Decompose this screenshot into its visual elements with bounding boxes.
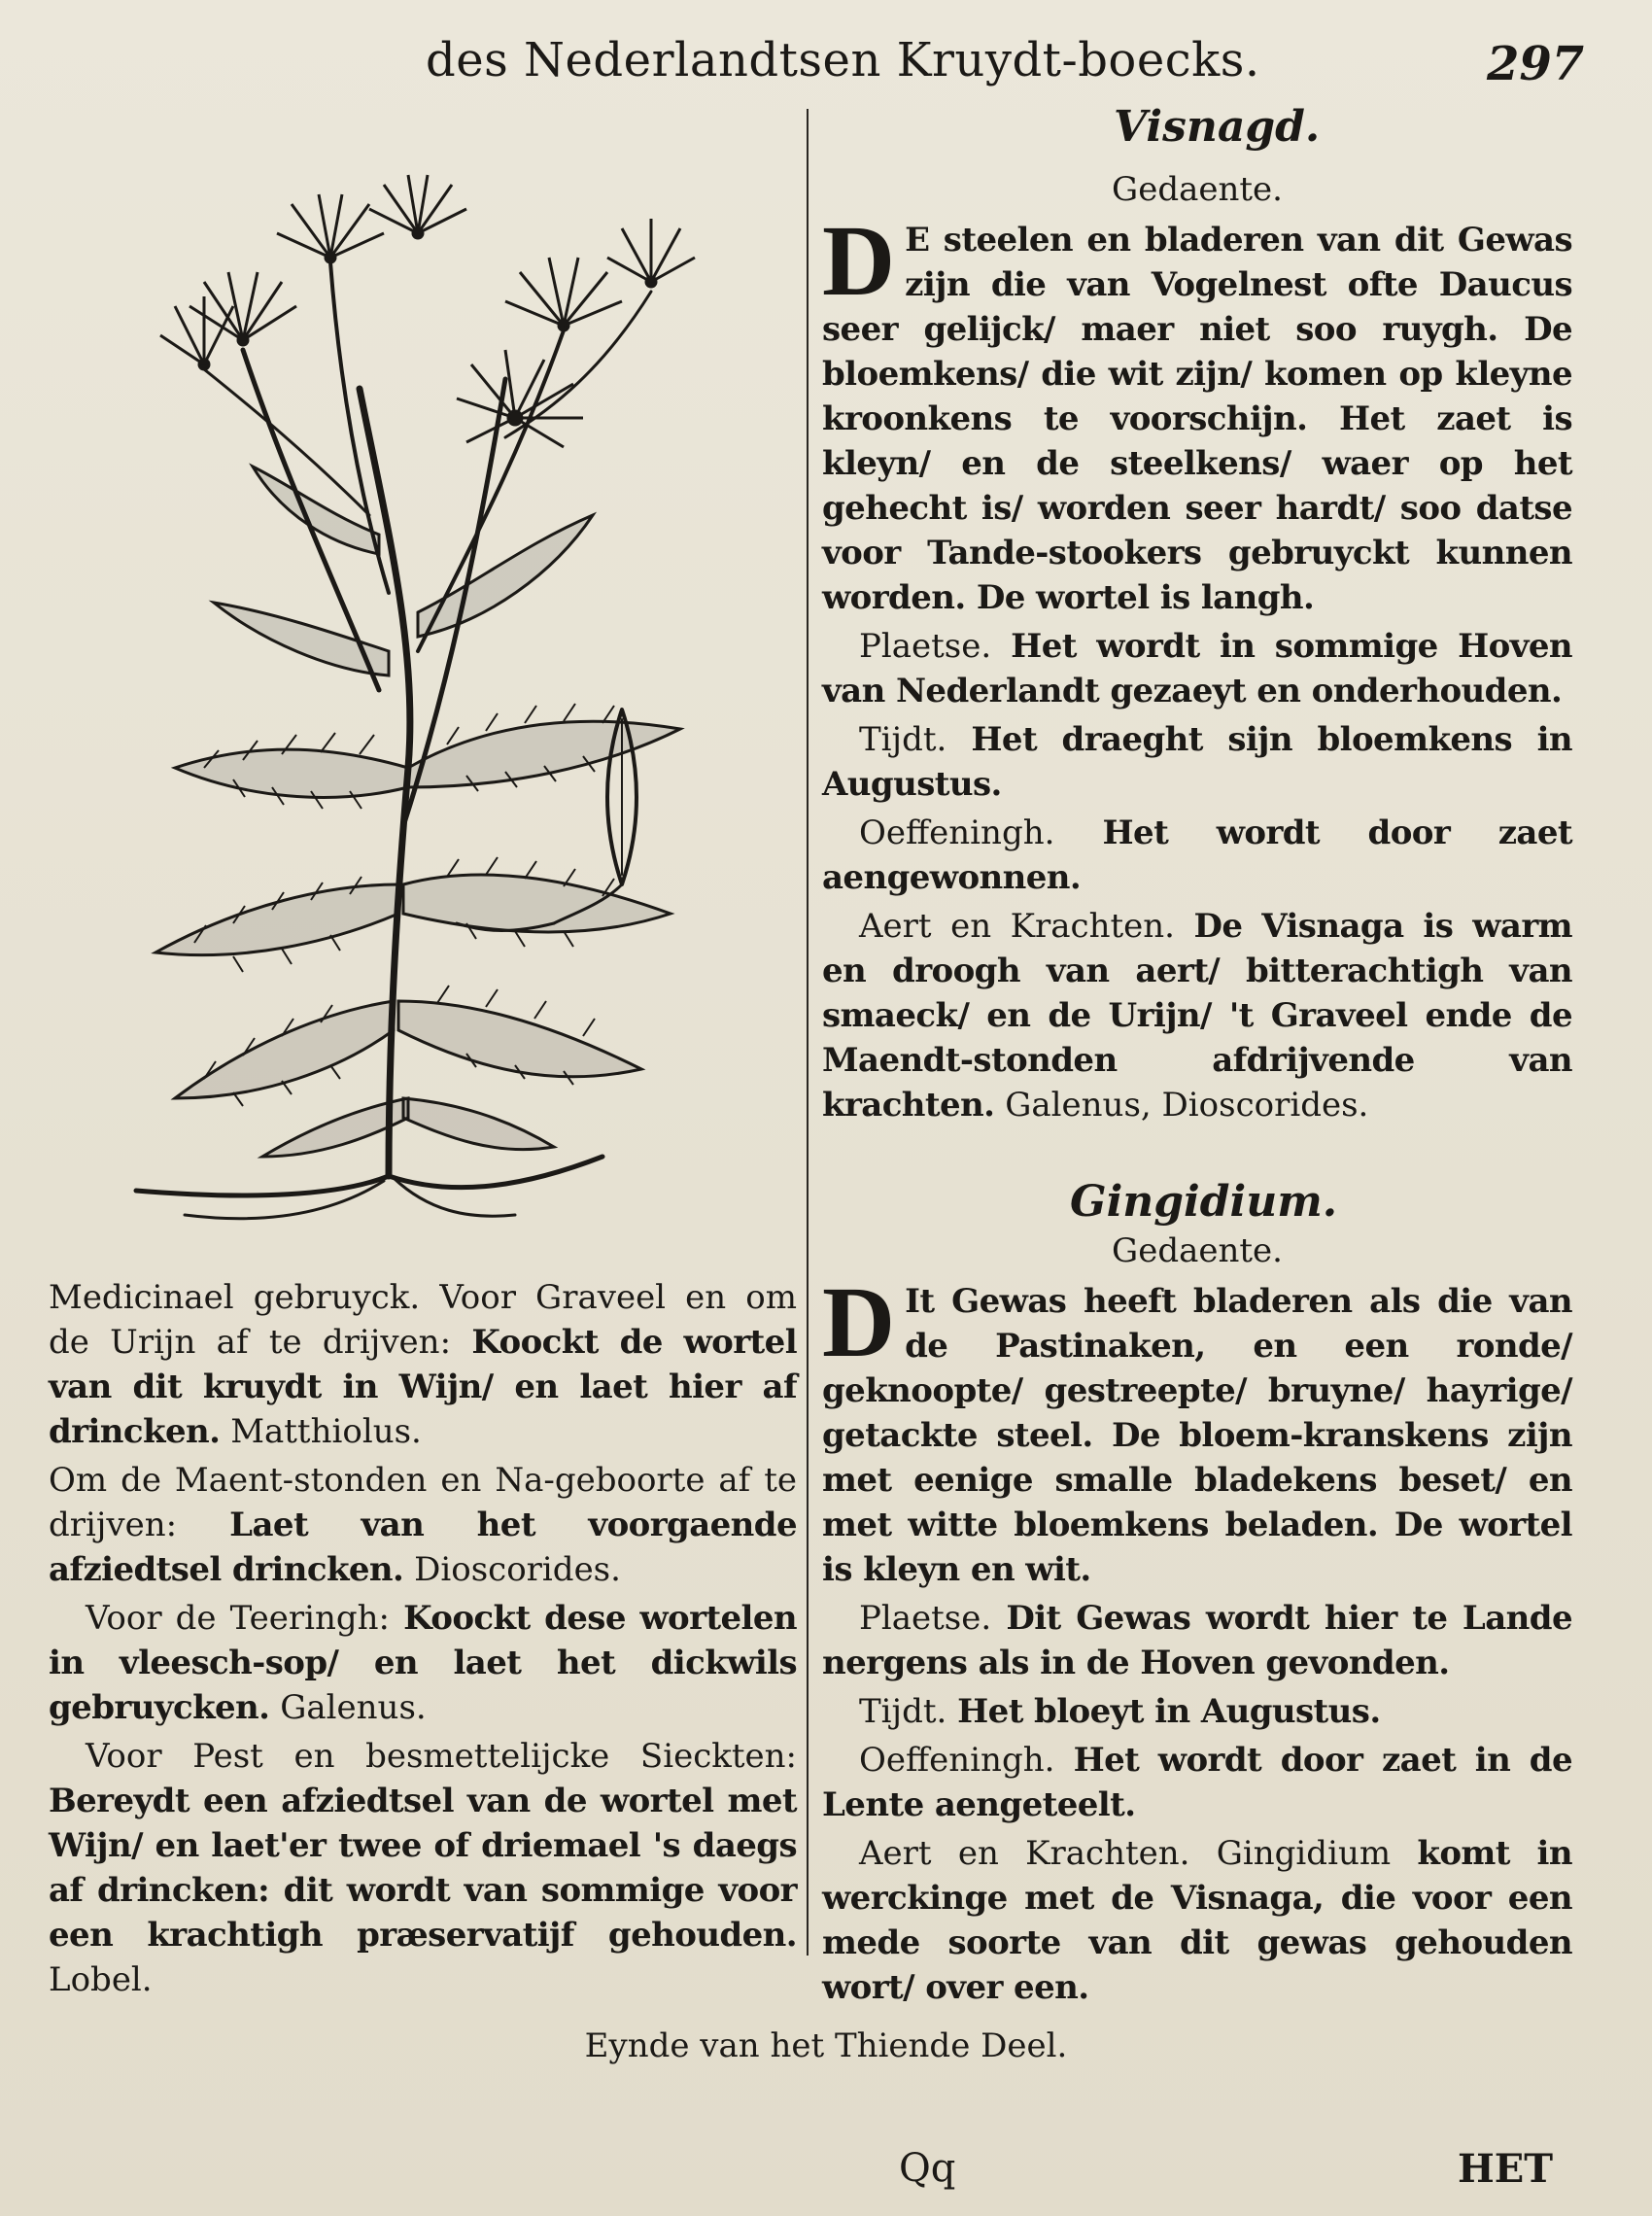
paragraph-text: De Visnaga is warm en droogh van aert/ bitterachtigh van smaeck/ en de Urijn/ 't Graveel ende de Maendt-stonden afdrijvende van krachten. (822, 907, 1573, 1125)
paragraph-source: Lobel. (49, 1960, 153, 1999)
paragraph-label: Plaetse. (859, 1599, 992, 1638)
paragraph-text: Dit Gewas wordt hier te Lande nergens als in de Hoven gevonden. (822, 1599, 1572, 1682)
paragraph-text: Het bloeyt in Augustus. (957, 1692, 1381, 1731)
paragraph-label: Plaetse. (859, 627, 992, 666)
paragraph-text: Het draeght sijn bloemkens in Augustus. (822, 720, 1572, 804)
paragraph-text: Koockt dese wortelen in vleesch-sop/ en laet het dickwils gebruycken. (49, 1599, 797, 1727)
paragraph-label: Voor de Teeringh: (86, 1599, 391, 1638)
gedaente-paragraph (822, 1266, 1572, 1592)
medicinal-paragraph-2 (49, 1458, 797, 1592)
medicinal-paragraph-1 (49, 1275, 797, 1454)
catchword: HET (1458, 2146, 1554, 2192)
signature-mark: Qq (899, 2146, 956, 2191)
left-column (49, 1275, 797, 2006)
paragraph-label: Oeffeningh. (859, 814, 1055, 852)
paragraph-label: Medicinael gebruyck. Voor Graveel en om de Urijn af te drijven: (49, 1278, 797, 1362)
gedaente-paragraph (822, 205, 1572, 620)
medicinal-paragraph-4 (49, 1734, 797, 2002)
plant-woodcut-illustration (97, 146, 758, 1234)
paragraph-text: komt in werckinge met de Visnaga, die voor een mede soorte van dit gewas gehouden wort/ over een. (822, 1834, 1572, 2007)
paragraph-label: Aert en Krachten. Gingidium (859, 1834, 1392, 1873)
right-column (822, 102, 1573, 2014)
paragraph-text: Het wordt door zaet aengewonnen. (822, 814, 1572, 897)
paragraph-label: Voor Pest en besmettelijcke Sieckten: (86, 1737, 797, 1776)
tijdt-paragraph (822, 1689, 1572, 1734)
plaetse-paragraph (822, 624, 1572, 713)
paragraph-text: Het wordt in sommige Hoven van Nederlandt gezaeyt en onderhouden. (822, 627, 1573, 710)
paragraph-label: Oeffeningh. (859, 1741, 1055, 1780)
column-rule (807, 109, 809, 1956)
oeffeningh-paragraph (822, 811, 1572, 900)
drop-cap: D (822, 1266, 896, 1378)
entry-subtitle: Gedaente. (1112, 170, 1283, 209)
end-note: Eynde van het Thiende Deel. (584, 2026, 1068, 2065)
paragraph-text: Bereydt een afziedtsel van de wortel met Wijn/ en laet'er twee of driemael 's daegs af drincken: dit wordt van sommige voor een krachtigh præservatijf gehouden. (49, 1782, 797, 1955)
page-number: 297 (1487, 37, 1585, 91)
paragraph-source: Galenus, Dioscorides. (1005, 1086, 1369, 1125)
gedaente-text: It Gewas heeft bladeren als die van de Pastinaken, en een ronde/ geknoopte/ gestreepte/ bruyne/ hayrige/ getackte steel. De bloem-kranskens zijn met eenige smalle bladekens beset/ en met witte bloemkens beladen. De wortel is kleyn en wit. (822, 1282, 1572, 1589)
aert-paragraph (822, 904, 1572, 1127)
running-head: des Nederlandtsen Kruydt-boecks. (426, 33, 1260, 87)
paragraph-source: Matthiolus. (230, 1412, 422, 1451)
entry-title-gingidium: Gingidium. (1070, 1177, 1338, 1227)
paragraph-label: Aert en Krachten. (859, 907, 1175, 946)
aert-paragraph (822, 1831, 1572, 2010)
paragraph-text: Koockt de wortel van dit kruydt in Wijn/ en laet hier af drincken. (49, 1323, 798, 1451)
entry-title-visnaga: Visnagd. (1114, 102, 1321, 152)
entry-subtitle: Gedaente. (1112, 1231, 1283, 1270)
medicinal-paragraph-3 (49, 1596, 797, 1730)
paragraph-source: Dioscorides. (414, 1550, 621, 1589)
gedaente-text: E steelen en bladeren van dit Gewas zijn die van Vogelnest ofte Daucus seer gelijck/ maer niet soo ruygh. De bloemkens/ die wit zijn/ komen op kleyne kroonkens te voorschijn. Het zaet is kleyn/ en de steelkens/ waer op het gehecht is/ worden seer hardt/ soo datse voor Tande-stookers gebruyckt kunnen worden. De wortel is langh. (822, 221, 1572, 617)
paragraph-text: Het wordt door zaet in de Lente aengeteelt. (822, 1741, 1572, 1824)
oeffeningh-paragraph (822, 1738, 1572, 1827)
paragraph-source: Galenus. (280, 1688, 427, 1727)
drop-cap: D (822, 205, 896, 317)
paragraph-text: Laet van het voorgaende afziedtsel drincken. (49, 1506, 797, 1589)
paragraph-label: Tijdt. (859, 720, 947, 759)
paragraph-label: Om de Maent-stonden en Na-geboorte af te drijven: (49, 1461, 797, 1544)
paragraph-label: Tijdt. (859, 1692, 947, 1731)
plaetse-paragraph (822, 1596, 1572, 1685)
tijdt-paragraph (822, 717, 1572, 807)
